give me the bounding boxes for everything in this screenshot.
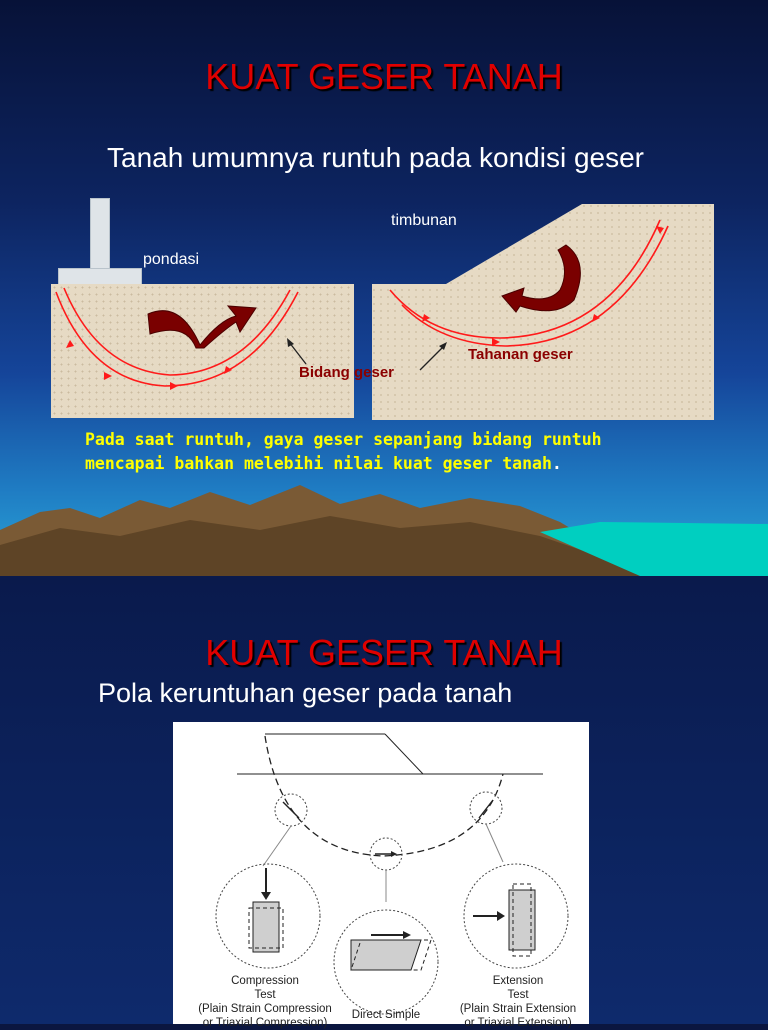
rotation-arrow-left-icon (148, 306, 256, 348)
slide1-subtitle: Tanah umumnya runtuh pada kondisi geser (107, 142, 645, 173)
failure-note-line2: mencapai bahkan melebihi nilai kuat geser tanah. (85, 454, 562, 473)
direct-simple-label: Direct Simple (351, 1009, 421, 1021)
shear-pattern-figure (173, 722, 589, 1029)
failure-note (85, 428, 725, 476)
failure-note-line1: Pada saat runtuh, gaya geser sepanjang bidang runtuh (85, 430, 602, 449)
slide1-title: KUAT GESER TANAH (205, 56, 563, 97)
label-pondasi: pondasi (143, 251, 200, 268)
slide2-subtitle: Pola keruntuhan geser pada tanah (98, 678, 513, 708)
compression-test-label: Compression Test (Plain Strain Compression or Triaxial Compression) (198, 975, 332, 1029)
extension-test-label: Extension Test (Plain Strain Extension or Triaxial Extension) (459, 975, 577, 1029)
rotation-arrow-right-icon (502, 245, 580, 312)
label-bidang-geser: Bidang geser (299, 364, 395, 381)
label-tahanan-geser: Tahanan geser (468, 346, 573, 363)
label-timbunan: timbunan (391, 212, 457, 229)
slide2-title: KUAT GESER TANAH (205, 632, 563, 673)
